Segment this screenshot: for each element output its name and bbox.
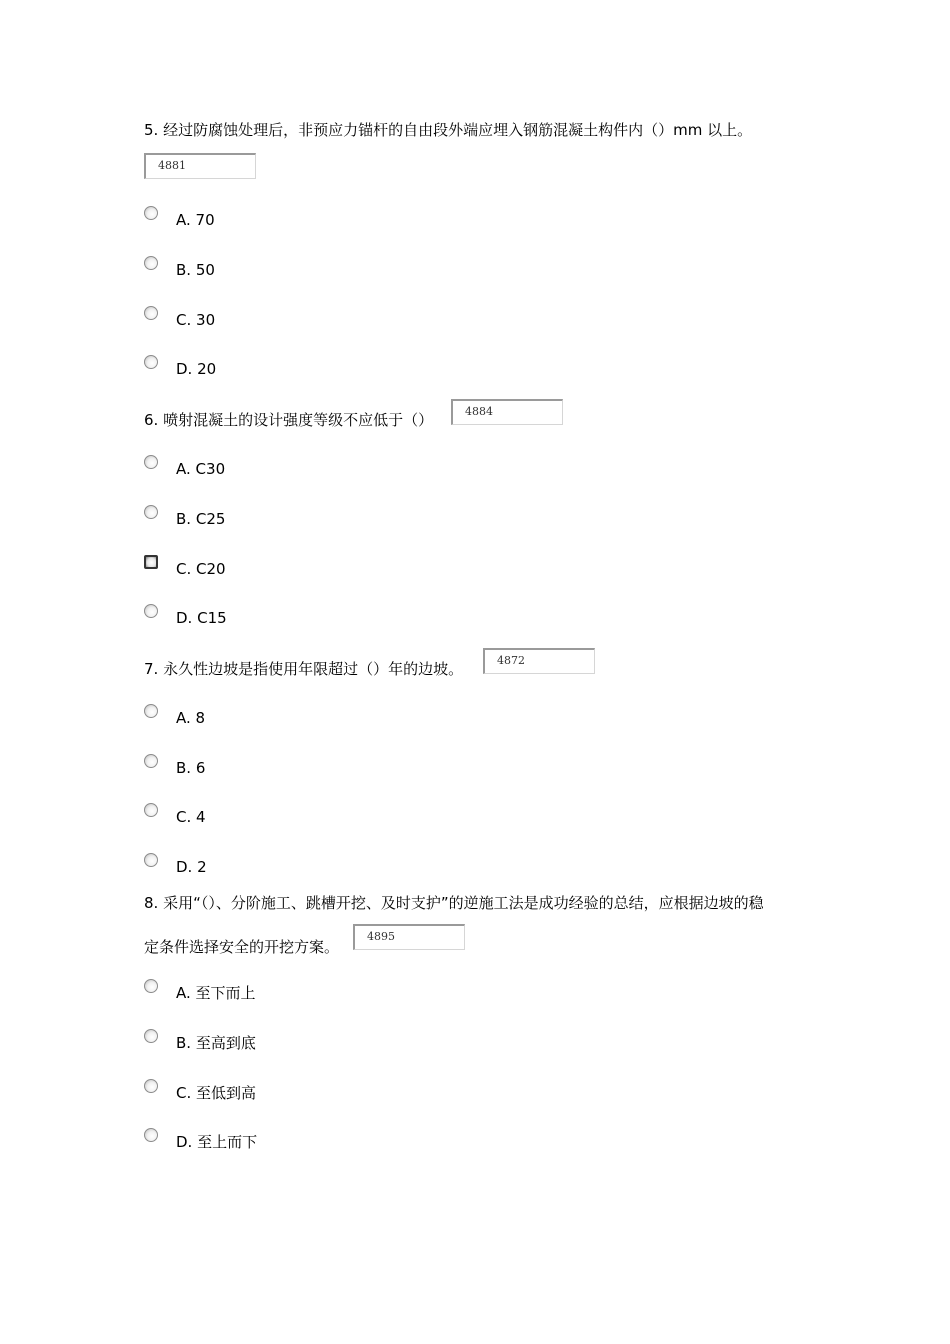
option-label: B. 50 [176,261,215,279]
option-label: D. 至上而下 [176,1133,258,1151]
option-label: C. 至低到高 [176,1084,257,1102]
question-5-stem [144,120,752,140]
question-text: 定条件选择安全的开挖方案。 [144,938,340,956]
question-8-stem [144,893,764,913]
radio-button[interactable] [144,455,158,469]
question-text: 永久性边坡是指使用年限超过（）年的边坡。 [163,660,464,678]
option-label: B. 6 [176,759,206,777]
question-number: 8. [144,894,159,912]
answer-code-field[interactable]: 4872 [483,648,595,674]
question-number: 5. [144,121,159,139]
option-label: C. C20 [176,560,226,578]
option-label: D. C15 [176,609,227,627]
radio-button[interactable] [144,704,158,718]
answer-code-field[interactable]: 4884 [451,399,563,425]
option-label: D. 20 [176,360,217,378]
question-text: 喷射混凝土的设计强度等级不应低于（） [163,411,434,429]
option-label: D. 2 [176,858,207,876]
question-text: 采用“（）、分阶施工、跳槽开挖、及时支护”的逆施工法是成功经验的总结，应根据边坡的稳 [163,894,764,912]
radio-button[interactable] [144,604,158,618]
radio-button[interactable] [144,256,158,270]
radio-button[interactable] [144,505,158,519]
radio-button[interactable] [144,1029,158,1043]
option-label: C. 30 [176,311,216,329]
radio-button[interactable] [144,306,158,320]
question-7-stem [144,659,463,679]
option-label: A. 70 [176,211,215,229]
option-label: C. 4 [176,808,206,826]
radio-button[interactable] [144,355,158,369]
radio-button[interactable] [144,1079,158,1093]
option-label: A. C30 [176,460,226,478]
question-number: 7. [144,660,159,678]
radio-button[interactable] [144,803,158,817]
question-8-stem-continued [144,937,339,957]
radio-button[interactable] [144,979,158,993]
question-number: 6. [144,411,159,429]
question-6-stem [144,410,433,430]
answer-code-field[interactable]: 4895 [353,924,465,950]
answer-code-field[interactable]: 4881 [144,153,256,179]
option-label: A. 8 [176,709,206,727]
option-label: B. 至高到底 [176,1034,256,1052]
radio-button-selected[interactable] [144,555,158,569]
radio-button[interactable] [144,206,158,220]
question-text: 经过防腐蚀处理后，非预应力锚杆的自由段外端应埋入钢筋混凝土构件内（）mm 以上。 [163,121,753,139]
radio-button[interactable] [144,1128,158,1142]
option-label: A. 至下而上 [176,984,256,1002]
radio-button[interactable] [144,853,158,867]
option-label: B. C25 [176,510,226,528]
radio-button[interactable] [144,754,158,768]
